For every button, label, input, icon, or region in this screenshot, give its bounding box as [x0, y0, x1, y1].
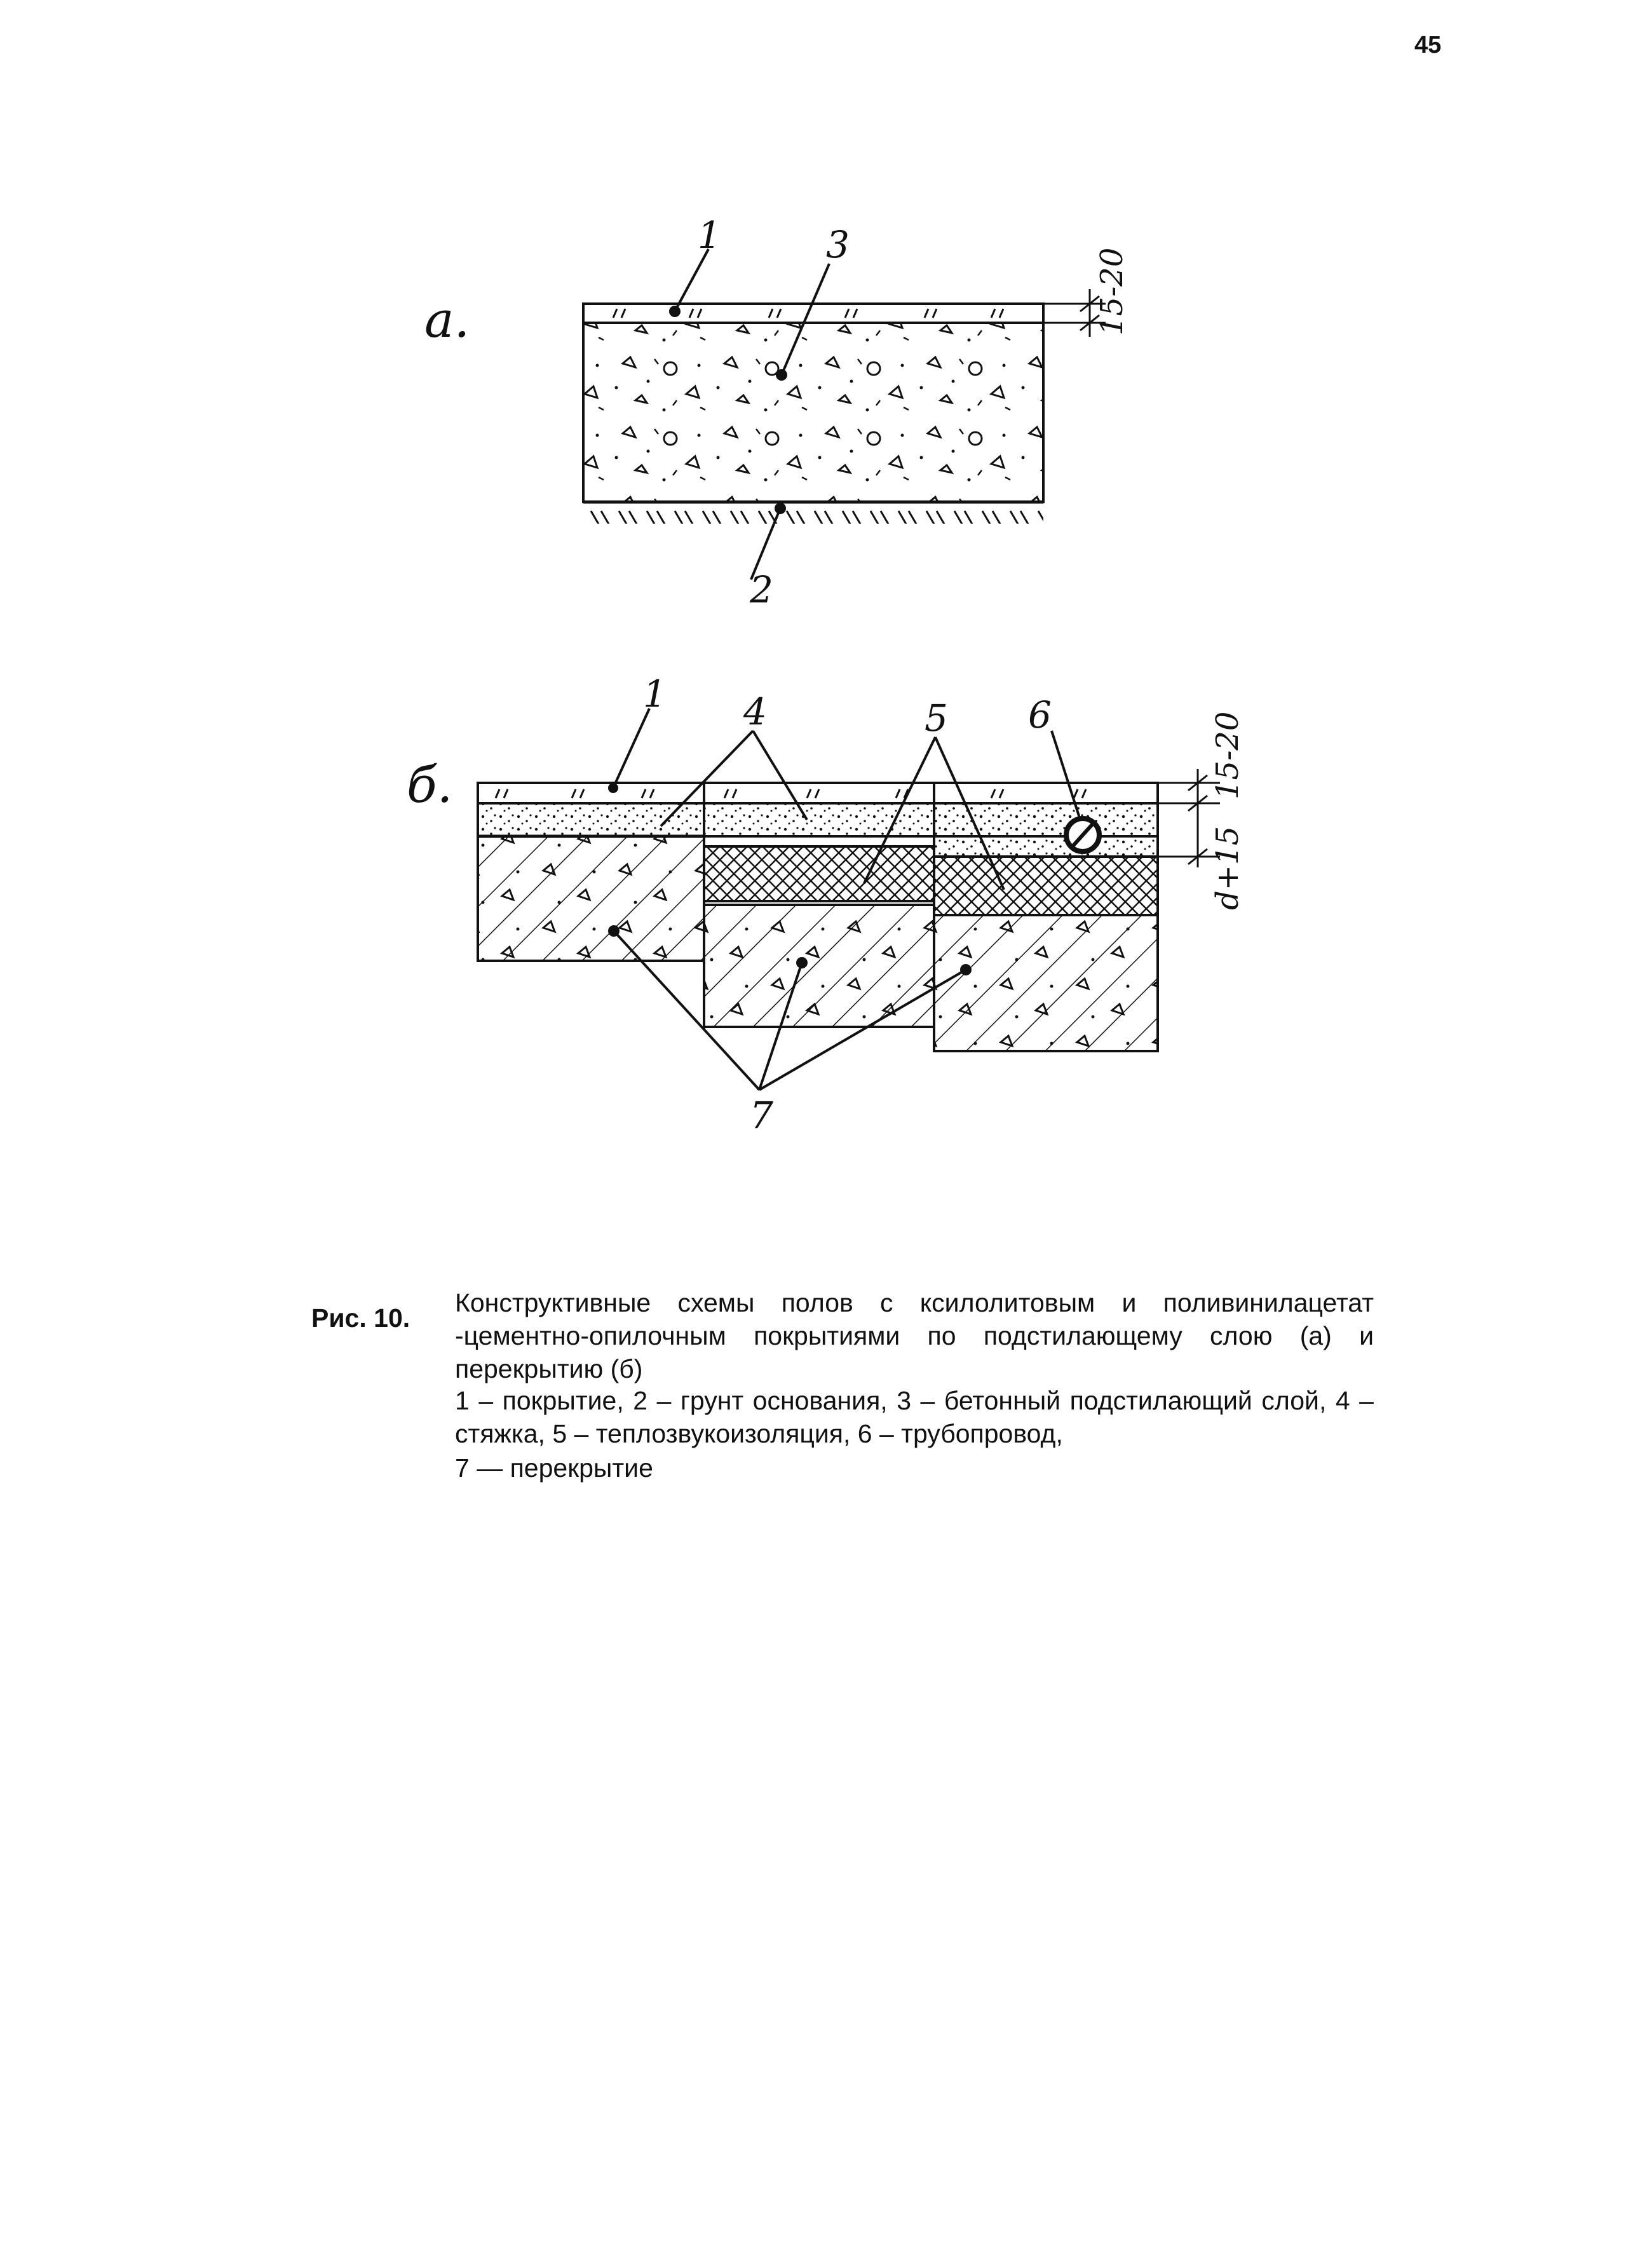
diagram-a-label: а.: [424, 292, 470, 349]
dimension-b-bottom: d+15: [1210, 825, 1245, 910]
dimension-a: 15-20: [1094, 247, 1130, 336]
caption-legend-last: 7 — перекрытие: [455, 1453, 653, 1483]
insulation-middle: [704, 846, 934, 901]
insulation-right: [934, 857, 1158, 915]
concrete-underlayer: [583, 323, 1043, 502]
caption-label: Рис. 10.: [311, 1303, 410, 1333]
covering-layer-a: [583, 304, 1043, 323]
callout-3-a: 3: [826, 223, 850, 266]
caption-legend: 1 – покрытие, 2 – грунт основания, 3 – бетонный подстилающий слой, 4 – стяжка, 5 – теплозвукоизоляция, 6 – трубопровод,: [455, 1386, 1374, 1448]
callout-6-b: 6: [1028, 693, 1052, 737]
dimension-b-top: 15-20: [1210, 711, 1245, 799]
callout-7-b: 7: [750, 1094, 773, 1137]
callout-1-a: 1: [698, 214, 721, 257]
callout-1-b: 1: [643, 672, 667, 716]
callout-2-a: 2: [750, 568, 773, 611]
callout-4-b: 4: [743, 690, 767, 733]
diagram-a: [424, 214, 1130, 611]
diagram-b: [407, 672, 1245, 1137]
callout-5-b: 5: [925, 696, 948, 740]
diagram-b-label: б.: [407, 757, 453, 814]
pipe-symbol: [1066, 818, 1099, 852]
ground-base: [583, 505, 1043, 524]
page-number: 45: [1414, 32, 1442, 58]
caption-title: Конструктивные схемы полов с ксилолитовым и поливинилацетат -цементно-опилочным покрытиями по подстилающему слою (а) и перекрытию (б): [455, 1288, 1374, 1383]
